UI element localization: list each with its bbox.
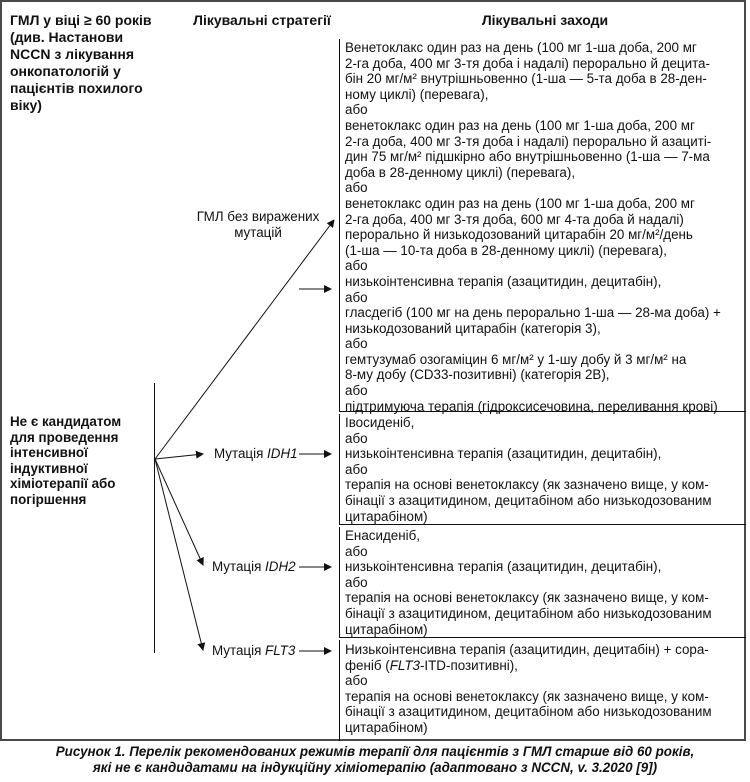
measure-item: Венетоклакс один раз на день (100 мг 1-ша доба, 200 мг 2-га доба, 400 мг 3-тя доба і надалі) перорально й децита- бін 20 мг/м² внутрішньовенно (1-ша — 5-та доба в 28-ден- ному циклі) (перевага), <box>345 40 710 102</box>
or-label: або <box>345 430 368 446</box>
measure-item: Івосиденіб, <box>345 415 415 430</box>
arrow-to-idh1 <box>155 454 203 459</box>
measure-item: терапія на основі венетоклаксу (як зазначено вище, у ком- бінації з азацитидином, децитабіном або низькодозованим цитарабіном) <box>345 688 712 735</box>
measures-idh2 <box>345 528 712 637</box>
measure-item: низькоінтенсивна терапія (азацитидин, децитабін), <box>345 446 662 462</box>
arrow-to-idh2 <box>155 459 203 565</box>
arrow-to-no-mutation <box>155 220 334 459</box>
measure-item: підтримуюча терапія (гідроксисечовина, переливання крові) <box>345 398 718 414</box>
measures-no-mutation <box>345 40 721 414</box>
measure-item: гемтузумаб озогаміцин 6 мг/м² у 1-шу добу й 3 мг/м² на 8-му добу (CD33-позитивні) (категорія 2В), <box>345 351 687 383</box>
or-label: або <box>345 543 368 559</box>
strategy-flt3-gene: FLT3 <box>265 643 296 658</box>
or-label: або <box>345 574 368 590</box>
figure-caption: Рисунок 1. Перелік рекомендованих режимів терапії для пацієнтів з ГМЛ старше від 60 років, які не є кандидатами на індукційну хіміотерапію (адаптовано з NCCN, v. 3.2020 [9]) <box>55 744 695 775</box>
or-label: або <box>345 383 368 399</box>
measures-idh1 <box>345 415 712 524</box>
arrow-to-flt3 <box>155 459 203 650</box>
measure-flt3-gene: FLT3 <box>389 657 420 673</box>
bracket-flt3 <box>339 640 340 741</box>
measure-flt3-part1: Низькоінтенсивна терапія (азацитидин, децитабін) + сора- феніб ( <box>345 642 709 673</box>
measure-item: низькоінтенсивна терапія (азацитидин, децитабін), <box>345 559 662 575</box>
strategy-idh2-prefix: Мутація <box>212 559 266 574</box>
bracket-idh2 <box>339 527 340 637</box>
measures-flt3 <box>345 642 712 736</box>
or-label: або <box>345 289 368 305</box>
or-label: або <box>345 180 368 196</box>
measure-item: Енасиденіб, <box>345 528 420 543</box>
or-label: або <box>345 102 368 118</box>
bracket-idh1 <box>339 414 340 524</box>
strategy-idh1-prefix: Мутація <box>214 446 268 461</box>
header-strategy: Лікувальні стратегії <box>193 12 331 28</box>
measure-item: терапія на основі венетоклаксу (як зазначено вище, у ком- бінації з азацитидином, децитабіном або низькодозованим цитарабіном) <box>345 477 712 524</box>
or-label: або <box>345 461 368 477</box>
measure-item <box>345 642 712 673</box>
measure-item: низькоінтенсивна терапія (азацитидин, децитабін), <box>345 273 662 289</box>
or-label: або <box>345 258 368 274</box>
strategy-no-mutation: ГМЛ без виражених мутацій <box>196 209 320 240</box>
or-label: або <box>345 336 368 352</box>
strategy-idh2 <box>212 559 296 575</box>
header-measures: Лікувальні заходи <box>481 12 609 28</box>
header-left: ГМЛ у віці ≥ 60 років (див. Настанови NCCN з лікування онкопатологій у пацієнтів похилого віку) <box>10 12 152 113</box>
or-label: або <box>345 673 368 689</box>
measure-flt3-part2: -ITD-позитивні), <box>419 657 518 673</box>
left-group-label: Не є кандидатом для проведення інтенсивної індуктивної хіміотерапії або погіршення <box>10 414 122 507</box>
strategy-idh1 <box>214 446 298 462</box>
bracket-no-mutation <box>339 39 340 411</box>
measure-item: венетоклакс один раз на день (100 мг 1-ша доба, 200 мг 2-га доба, 400 мг 3-тя доба і надалі) перорально й азациті- дин 75 мг/м² підшкірно або внутрішньовенно (1-ша — 7-ма доба в 28-денному циклі) (перевага), <box>345 117 712 180</box>
measure-item: терапія на основі венетоклаксу (як зазначено вище, у ком- бінації з азацитидином, децитабіном або низькодозованим цитарабіном) <box>345 590 712 637</box>
strategy-flt3 <box>212 643 295 659</box>
measure-item: венетоклакс один раз на день (100 мг 1-ша доба, 200 мг 2-га доба, 400 мг 3-тя доба, 600 мг 4-та доба й надалі) перорально й низькодозований цитарабін 20 мг/м²/день (1-ша — 10-та доба в 28-денному циклі) (перевага), <box>345 195 695 258</box>
strategy-flt3-prefix: Мутація <box>212 643 266 658</box>
strategy-idh2-gene: IDH2 <box>265 559 296 574</box>
measure-item: гласдегіб (100 мг на день перорально 1-ша — 28-ма доба) + низькодозований цитарабін (категорія 3), <box>345 305 721 336</box>
strategy-idh1-gene: IDH1 <box>267 446 298 461</box>
